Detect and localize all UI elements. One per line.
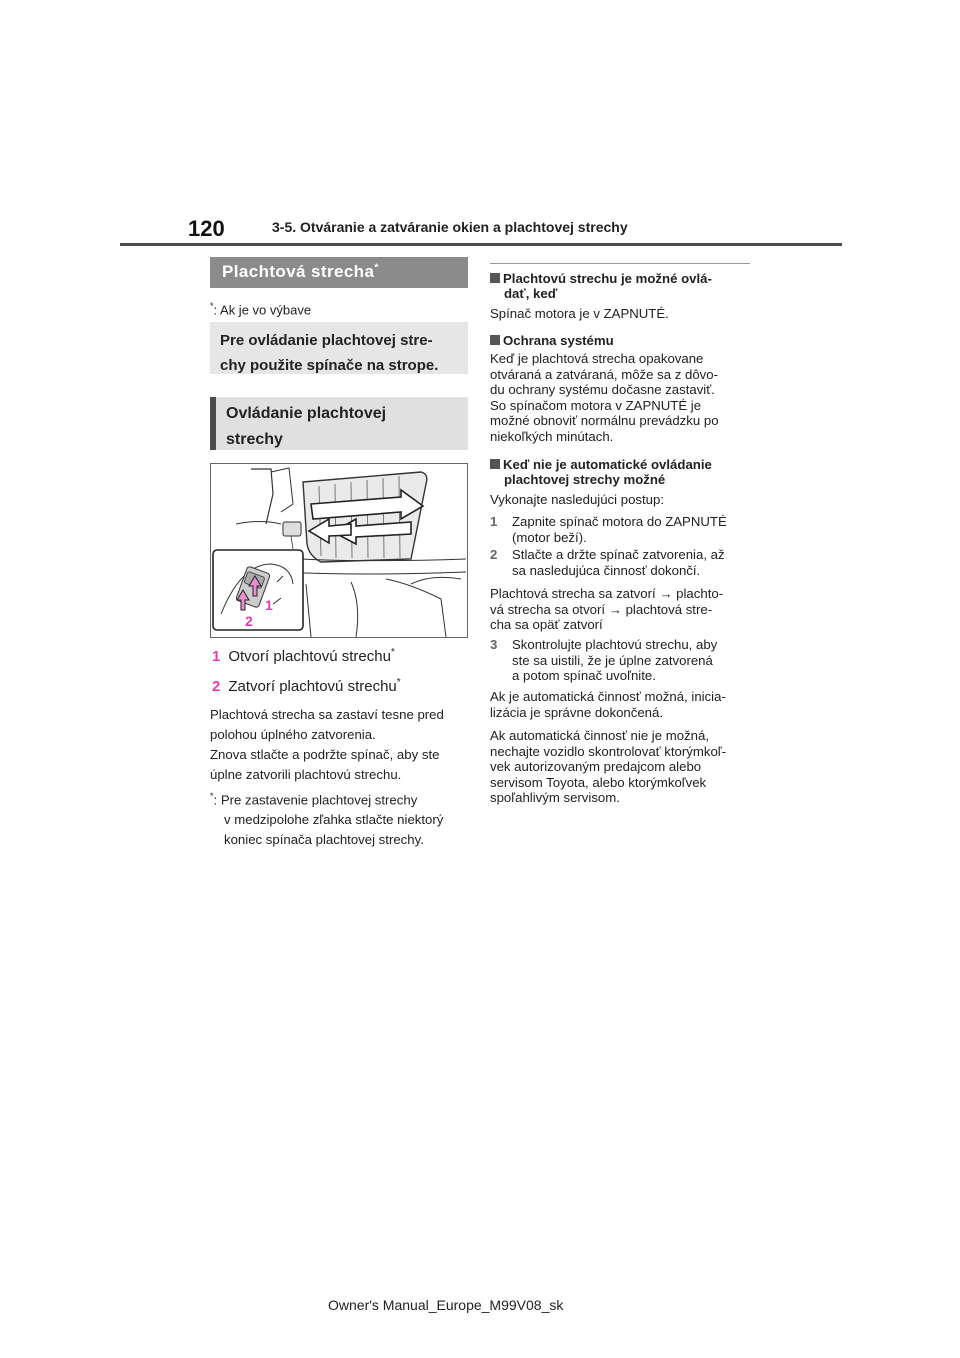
roof-switch-illustration [210, 463, 468, 638]
info-line-1: Pre ovládanie plachtovej stre- [220, 332, 433, 349]
legend-item-2 [212, 677, 401, 695]
text-line: So spínačom motora v ZAPNUTÉ je [490, 397, 702, 413]
step-line: a potom spínač uvoľnite. [512, 668, 656, 683]
ignition-text: Spínač motora je v ZAPNUTÉ. [490, 306, 669, 321]
section-title: 3-5. Otváranie a zatváranie okien a plachtovej strechy [272, 219, 628, 235]
service-text [490, 728, 752, 806]
intermediate-note [210, 786, 472, 850]
step-line: Stlačte a držte spínač zatvorenia, až [512, 547, 725, 562]
step-1 [490, 514, 752, 545]
figure-label-1: 1 [265, 597, 273, 613]
header-rule [120, 243, 842, 246]
heading-line: plachtovej strechy možné [504, 472, 666, 487]
para-line: polohou úplného zatvorenia. [210, 727, 376, 742]
footnote-text: : Ak je vo výbave [213, 302, 312, 318]
procedure-intro: Vykonajte nasledujúci postup: [490, 492, 664, 507]
step-number: 3 [490, 637, 498, 652]
legend-mark-2: * [396, 677, 401, 688]
heading-line: Ochrana systému [503, 333, 614, 348]
text-line: Ak je automatická činnosť možná, inicia- [490, 689, 726, 704]
legend-mark-1: * [390, 647, 395, 658]
sub-line-2: strechy [226, 431, 283, 448]
title-mark: * [374, 262, 379, 274]
illustration-svg [211, 464, 467, 637]
step-number: 2 [490, 547, 498, 562]
info-line-2: chy použite spínače na strope. [220, 357, 439, 374]
text-line: otváraná a zatváraná, môže sa z dôvo- [490, 366, 718, 382]
square-bullet-icon [490, 459, 500, 469]
text-line: vá strecha sa otvorí → plachtová stre- [490, 601, 713, 617]
text-line: spoľahlivým servisom. [490, 790, 620, 805]
page-number: 120 [188, 216, 225, 241]
step-line: Skontrolujte plachtovú strechu, aby [512, 637, 718, 652]
text-line: možné obnoviť normálnu prevádzku po [490, 413, 719, 428]
footnote-mark: * [210, 301, 214, 311]
stop-paragraph [210, 705, 472, 785]
note-line [210, 786, 472, 810]
note-line: koniec spínača plachtovej strechy. [224, 832, 424, 848]
square-bullet-icon [490, 273, 500, 283]
text-line: vek autorizovaným predajcom alebo [490, 759, 702, 774]
legend-item-1 [212, 647, 395, 665]
protection-text [490, 351, 752, 444]
step-line: sa nasledujúca činnosť dokončí. [512, 562, 701, 578]
sub-line-1: Ovládanie plachtovej [226, 405, 387, 422]
heading-line: Plachtovú strechu je možné ovlá- [503, 271, 712, 286]
text-line: servisom Toyota, alebo ktorýmkoľvek [490, 774, 707, 790]
legend-text-2: Zatvorí plachtovú strechu [228, 678, 397, 695]
note-line: v medzipolohe zľahka stlačte niektorý [224, 812, 444, 828]
subsection-bar [210, 397, 468, 450]
text-line: Keď je plachtová strecha opakovane [490, 351, 704, 366]
text-line: nechajte vozidlo skontrolovať ktorýmkoľ- [490, 743, 727, 759]
text-line: niekoľkých minútach. [490, 428, 614, 444]
init-complete-text [490, 689, 752, 720]
text-line: cha sa opäť zatvorí [490, 617, 603, 632]
square-bullet-icon [490, 335, 500, 345]
legend-text-1: Otvorí plachtovú strechu [228, 648, 391, 665]
title-bar [210, 257, 468, 288]
text-line: du ochrany systému dočasne zastaviť. [490, 382, 715, 397]
text-line: Ak automatická činnosť nie je možná, [490, 728, 709, 743]
footer-text: Owner's Manual_Europe_M99V08_sk [328, 1297, 564, 1313]
step-2 [490, 547, 752, 578]
heading-line: Keď nie je automatické ovládanie [503, 457, 712, 472]
heading-auto-not-possible [490, 457, 752, 487]
note-line-text: : Pre zastavenie plachtovej strechy [213, 792, 418, 808]
availability-footnote [210, 301, 311, 317]
step-number: 1 [490, 514, 498, 529]
legend-num-2: 2 [212, 678, 221, 695]
step-line: Zapnite spínač motora do ZAPNUTÉ [512, 514, 727, 529]
text-line: Plachtová strecha sa zatvorí → plachto- [490, 586, 724, 601]
para-line: Znova stlačte a podržte spínač, aby ste [210, 747, 440, 762]
para-line: úplne zatvorili plachtovú strechu. [210, 767, 402, 782]
legend-num-1: 1 [212, 648, 221, 665]
note-mark: * [210, 791, 214, 801]
para-line: Plachtová strecha sa zastaví tesne pred [210, 707, 444, 722]
text-line: lizácia je správne dokončená. [490, 704, 664, 720]
heading-line: dať, keď [504, 286, 558, 301]
title-text: Plachtová strecha [222, 262, 375, 281]
info-box [210, 322, 468, 374]
right-rule [490, 263, 750, 264]
step-line: (motor beží). [512, 529, 587, 545]
heading-system-protection [490, 333, 752, 348]
figure-label-2: 2 [245, 613, 253, 629]
step-line: ste sa uistili, že je úplne zatvorená [512, 652, 713, 668]
step-3 [490, 637, 752, 684]
sequence-text [490, 586, 752, 633]
heading-operable-when [490, 271, 752, 301]
